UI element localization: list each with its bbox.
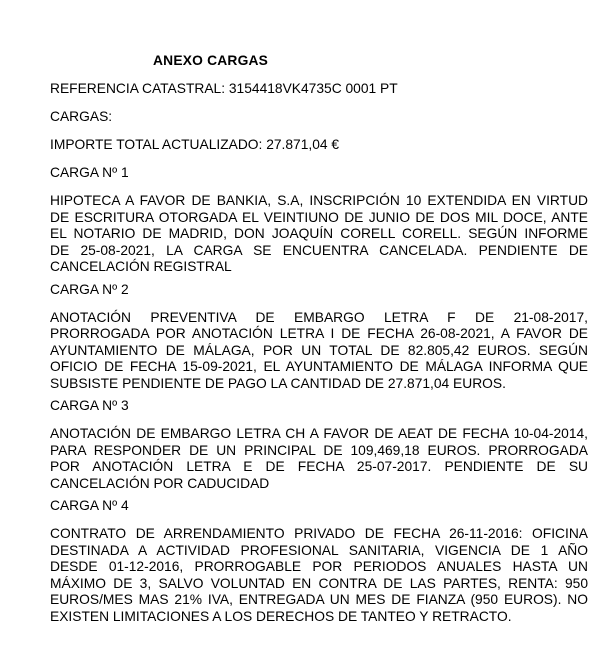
text-line: AYUNTAMIENTO DE MÁLAGA, POR UN TOTAL DE 82.805,42 EUROS. SEGÚN — [50, 342, 588, 358]
carga-paragraph — [50, 310, 588, 393]
text-line: PARA RESPONDER DE UN PRINCIPAL DE 109,469,18 EUROS. PRORROGADA — [50, 442, 588, 458]
text-line: CANCELACIÓN REGISTRAL — [50, 259, 232, 274]
importe-total-line: IMPORTE TOTAL ACTUALIZADO: 27.871,04 € — [50, 137, 340, 152]
text-line: EUROS/MES MAS 21% IVA, ENTREGADA UN MES DE FIANZA (950 EUROS). NO — [50, 592, 588, 607]
carga-paragraph — [50, 526, 588, 625]
carga-heading: CARGA Nº 3 — [50, 398, 129, 413]
carga-heading: CARGA Nº 2 — [50, 281, 129, 297]
carga-heading: CARGA Nº 4 — [50, 498, 129, 513]
text-line: DE 25-08-2021, LA CARGA SE ENCUENTRA CANCELADA. PENDIENTE DE — [50, 242, 588, 258]
text-line: ANOTACIÓN DE EMBARGO LETRA CH A FAVOR DE AEAT DE FECHA 10-04-2014, — [50, 426, 588, 441]
text-line: EL NOTARIO DE MADRID, DON JOAQUÍN CORELL CORELL. SEGÚN INFORME — [50, 226, 588, 241]
text-line: CANCELACIÓN POR CADUCIDAD — [50, 475, 270, 491]
text-line: DESDE 01-12-2016, PRORROGABLE POR PERIODOS ANUALES HASTA UN — [50, 559, 588, 574]
carga-heading: CARGA Nº 1 — [50, 165, 129, 180]
text-line: OFICIO DE FECHA 15-09-2021, EL AYUNTAMIENTO DE MÁLAGA INFORMA QUE — [50, 359, 588, 374]
text-line: POR ANOTACIÓN LETRA E DE FECHA 25-07-2017. PENDIENTE DE SU — [50, 459, 588, 474]
text-line: HIPOTECA A FAVOR DE BANKIA, S.A, INSCRIPCIÓN 10 EXTENDIDA EN VIRTUD — [50, 193, 588, 208]
text-line: CONTRATO DE ARRENDAMIENTO PRIVADO DE FECHA 26-11-2016: OFICINA — [50, 526, 588, 541]
text-line: PRORROGADA POR ANOTACIÓN LETRA I DE FECHA 26-08-2021, A FAVOR DE — [50, 326, 588, 341]
carga-paragraph — [50, 426, 588, 492]
carga-paragraph — [50, 193, 588, 276]
text-line: ANOTACIÓN PREVENTIVA DE EMBARGO LETRA F DE 21-08-2017, — [50, 309, 588, 325]
text-line: MÁXIMO DE 3, SALVO VOLUNTAD EN CONTRA DE LAS PARTES, RENTA: 950 — [50, 575, 588, 591]
text-line: SUBSISTE PENDIENTE DE PAGO LA CANTIDAD DE 27.871,04 EUROS. — [50, 375, 506, 391]
document-title: ANEXO CARGAS — [153, 53, 269, 68]
text-line: DE ESCRITURA OTORGADA EL VEINTIUNO DE JUNIO DE DOS MIL DOCE, ANTE — [50, 209, 588, 225]
text-line: EXISTEN LIMITACIONES A LOS DERECHOS DE TANTEO Y RETRACTO. — [50, 608, 512, 624]
document-content — [50, 53, 588, 625]
cargas-list — [50, 165, 588, 625]
referencia-catastral-line: REFERENCIA CATASTRAL: 3154418VK4735C 0001 PT — [50, 81, 398, 96]
cargas-label-line: CARGAS: — [50, 109, 113, 124]
text-line: DESTINADA A ACTIVIDAD PROFESIONAL SANITARIA, VIGENCIA DE 1 AÑO — [50, 542, 588, 558]
